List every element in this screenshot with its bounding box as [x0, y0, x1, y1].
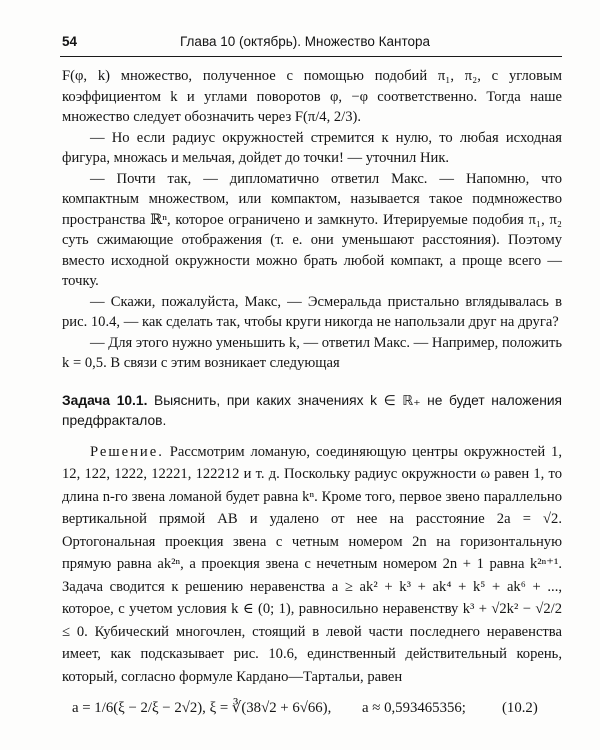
solution-text: Рассмотрим ломаную, соединяющую центры окружностей 1, 12, 122, 1222, 12221, 122212 и т. д. Поскольку радиус окружности ω равен 1, то длина n-го звена ломаной будет равна kⁿ. Кроме того, первое звено параллельно вертикальной прямой AB и удалено от нее на расстояние 2a = √2. Ортогональная проекция звена с четным номером 2n на горизонтальную прямую равна ak²ⁿ, а проекция звена с нечетным номером 2n + 1 равна k²ⁿ⁺¹. Задача сводится к решению неравенства a ≥ ak² + k³ + ak⁴ + k⁵ + ak⁶ + ..., которое, с учетом условия k ∈ (0; 1), равносильно неравенству k³ + √2k² − √2/2 ≤ 0. Кубический многочлен, стоящий в левой части последнего неравенства имеет, как подсказывает рис. 10.6, единственный действительный корень, который, согласно формуле Кардано—Тартальи, равен [62, 443, 562, 685]
paragraph-5: — Для этого нужно уменьшить k, — ответил Макс. — Например, положить k = 0,5. В связи с этим возникает следующая [62, 334, 562, 371]
formula-number: (10.2) [502, 700, 538, 716]
task-label: Задача 10.1. [62, 392, 148, 408]
page-body [62, 66, 562, 722]
formula-approx: a ≈ 0,593465356; [362, 700, 466, 716]
paragraph-1: F(φ, k) множество, полученное с помощью подобий π₁, π₂, с угловым коэффициентом k и углами поворотов φ, −φ соответственно. Тогда наше множество следует обозначить через F(π/4, 2/3). [62, 68, 562, 125]
chapter-title: Глава 10 (октябрь). Множество Кантора [180, 34, 431, 49]
formula-10-2 [62, 696, 562, 722]
header-rule [60, 56, 562, 57]
solution [62, 441, 562, 689]
page-number: 54 [62, 34, 78, 49]
task-statement [62, 391, 562, 431]
solution-label: Решение. [90, 443, 164, 460]
paragraph-2: — Но если радиус окружностей стремится к нулю, то любая исходная фигура, множась и мельчая, дойдет до точки! — уточнил Ник. [62, 129, 562, 166]
running-header [62, 34, 562, 56]
paragraph-4: — Скажи, пожалуйста, Макс, — Эсмеральда пристально вглядывалась в рис. 10.4, — как сделать так, чтобы круги никогда не напользали друг на друга? [62, 293, 562, 330]
paragraph-3: — Почти так, — дипломатично ответил Макс. — Напомню, что компактным множеством, или компактом, называется такое подмножество пространства ℝⁿ, которое ограничено и замкнуто. Итерируемые подобия π₁, π₂ суть сжимающие отображения (т. е. они уменьшают расстояния). Поэтому вместо исходной окружности можно брать любой компакт, а проще всего — точку. [62, 170, 562, 289]
formula-lhs: a = 1/6(ξ − 2/ξ − 2√2), ξ = ∛(38√2 + 6√66), [72, 700, 332, 716]
task-text: Выяснить, при каких значениях k ∈ ℝ₊ не будет наложения предфракталов. [62, 392, 562, 428]
